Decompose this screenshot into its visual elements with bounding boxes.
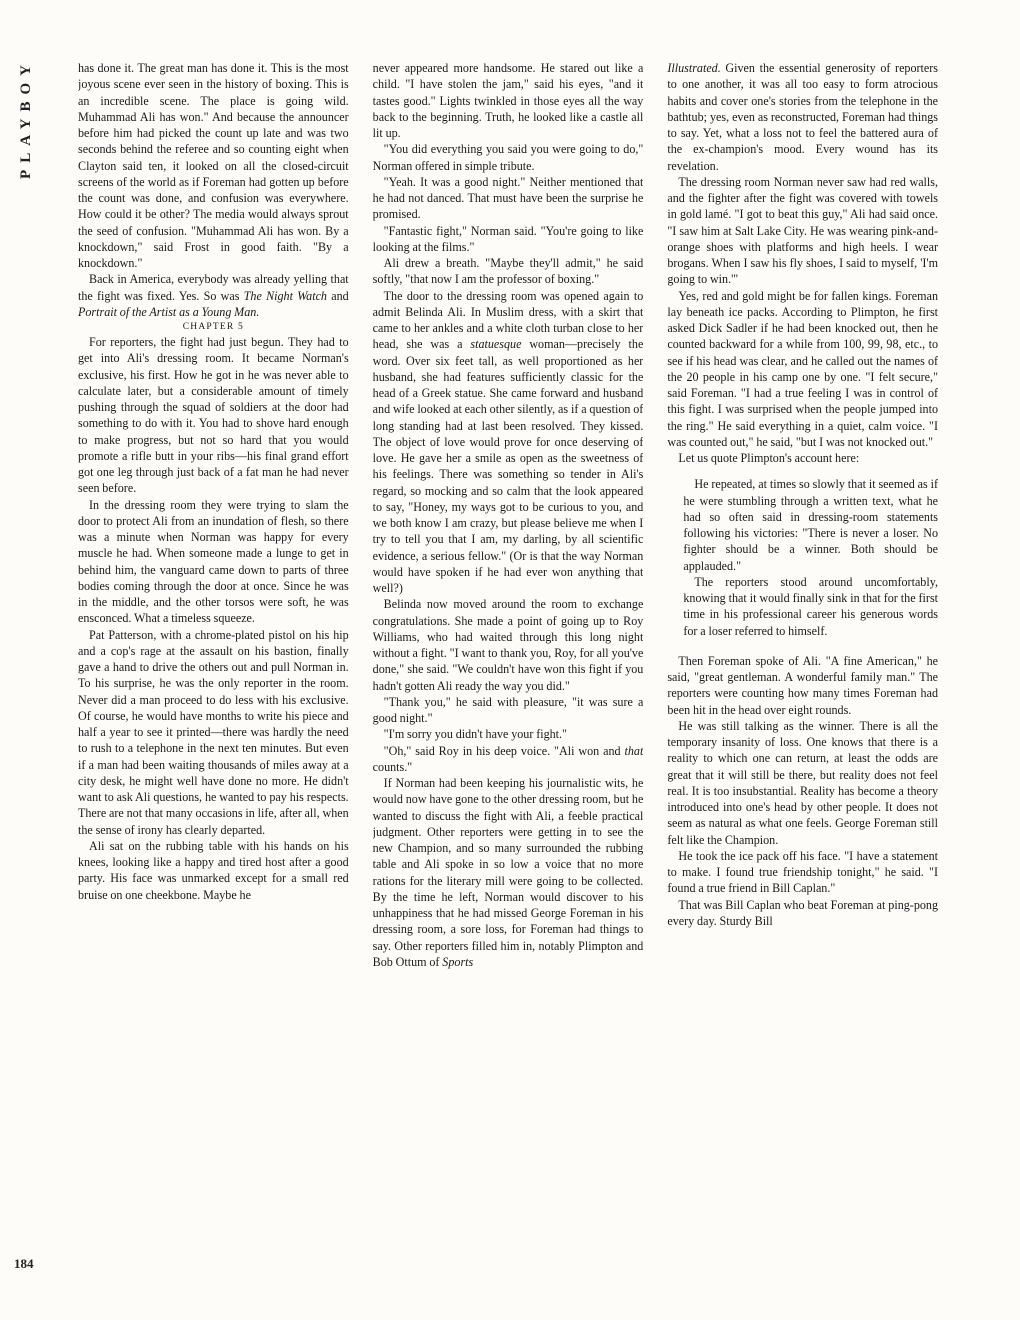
column-1 [78, 60, 349, 1300]
paragraph: For reporters, the fight had just begun. They had to get into Ali's dressing room. It became Norman's exclusive, his first. How he got in he was never able to calculate later, but a considerable amount of timely pushing through the squad of soldiers at the door had something to do with it. You had to shove hard enough to make progress, but not so hard that you would promote a rifle butt in your ribs—his final grand effort got one leg through just back of a fat man he had never seen before. [78, 335, 349, 496]
paragraph: The dressing room Norman never saw had red walls, and the fighter after the fight was covered with towels in gold lamé. "I got to beat this guy," Ali had said once. "I saw him at Salt Lake City. He was wearing pink-and-orange shoes with platforms and high heels. I wear brogans. When I saw his fly shoes, I said to myself, 'I'm going to win.'" [667, 174, 939, 287]
paragraph: Ali sat on the rubbing table with his hands on his knees, looking like a happy and tired host after a good party. His face was unmarked except for a small red bruise on one cheekbone. Maybe he [78, 838, 349, 902]
paragraph: Let us quote Plimpton's account here: [678, 451, 860, 465]
column-3 [667, 60, 938, 1300]
paragraph: Then Foreman spoke of Ali. "A fine American," he said, "great gentleman. A wonderful family man." The reporters were counting how many times Foreman had been hit in the head over eight rounds. [667, 653, 939, 717]
paragraph: never appeared more handsome. He stared out like a child. "I have stolen the jam," said his eyes, "and it tastes good." Lights twinkled in those eyes all the way back to the beginning. Truth, he looked like a castle all lit up. [372, 61, 644, 140]
paragraph: That was Bill Caplan who beat Foreman at ping-pong every day. Sturdy Bill [667, 897, 939, 928]
block-quote [683, 476, 938, 639]
paragraph: "Thank you," he said with pleasure, "it was sure a good night." [372, 694, 644, 725]
paragraph: Pat Patterson, with a chrome-plated pistol on his hip and a cop's rage at the assault on his bastion, finally gave a hand to drive the others out and pull Norman in. To his surprise, he was the only reporter in the room. Never did a man proceed to do less with his exclusive. Of course, he would have months to write his piece and half a year to see it printed—there was hardly the need to rush to a telephone in the next ten minutes. But even if a man had been waiting thousands of miles away at a city desk, he might well have done no more. He didn't want to ask Ali questions, he wanted to pay his respects. There are not that many occasions in life, after all, when the sense of irony has clearly departed. [78, 627, 349, 837]
paragraph: "Fantastic fight," Norman said. "You're going to like looking at the films." [372, 223, 644, 254]
paragraph: "You did everything you said you were going to do," Norman offered in simple tribute. [372, 142, 644, 173]
paragraph: "I'm sorry you didn't have your fight." [383, 727, 567, 742]
paragraph: Belinda now moved around the room to exchange congratulations. She made a point of going up to Roy Williams, who had waited through this long night without a fight. "I want to thank you, Roy, for all you've done," she said. "We couldn't have won this fight if you hadn't gotten Ali ready the way you did." [372, 597, 644, 693]
paragraph: has done it. The great man has done it. This is the most joyous scene ever seen in the history of boxing. This is an incredible scene. The place is going wild. Muhammad Ali has won." And because the announcer before him had picked the count up late and was two seconds behind the referee and so counting eight when Clayton said ten, it looked on all the closed-circuit screens of the world as if Foreman had gotten up before the count was done, and confusion was everywhere. How could it be other? The media would always sprout the seed of confusion. "Muhammad Ali has won. By a knockdown," said Frost in good faith. "By a knockdown." [78, 61, 349, 270]
column-2 [373, 60, 644, 1300]
paragraph: Back in America, everybody was already yelling that the fight was fixed. Yes. So was The Night Watch and Portrait of the Artist as a Young Man. [78, 272, 349, 319]
paragraph: Ali drew a breath. "Maybe they'll admit," he said softly, "that now I am the professor of boxing." [372, 256, 644, 287]
paragraph: Illustrated. Given the essential generosity of reporters to one another, it was all too easy to form atrocious habits and cover one's stories from the telephone in the bathtub; yes, even as reconstructed, Foreman had things to say. Yet, what a loss not to feel the battered aura of the ex-champion's mood. Every wound has its revelation. [667, 61, 939, 173]
paragraph: "Oh," said Roy in his deep voice. "Ali won and that counts." [372, 743, 644, 774]
quote-paragraph: The reporters stood around uncomfortably, knowing that it would finally sink in that for the first time in his professional career his generous words for a loser referred to himself. [683, 574, 939, 638]
quote-paragraph: He repeated, at times so slowly that it seemed as if he were stumbling through a written text, what he had so often said in dressing-room statements following his victories: "There is never a loser. No fighter should be a winner. Both should be applauded." [683, 477, 939, 573]
paragraph: Yes, red and gold might be for fallen kings. Foreman lay beneath ice packs. According to Plimpton, he first asked Dick Sadler if he had been knocked out, then he counted backward for a while from 100, 99, 98, etc., to see if his head was clear, and he called out the names of the 20 people in his camp one by one. "I felt secure," said Foreman. "I had a true feeling I was in control of this fight. I was surprised when the people jumped into the ring." He said everything in a quiet, calm voice. "I was counted out," he said, "but I was not knocked out." [667, 288, 939, 449]
paragraph: He was still talking as the winner. There is all the temporary insanity of loss. One knows that there is a reality to which one can return, at least the odds are great that it will still be there, but reality does not feel real. It is too insubstantial. Reality has become a theory introduced into one's head by other people. It does not seem as natural as what one feels. George Foreman still felt like the Champion. [667, 718, 939, 847]
chapter-heading: CHAPTER 5 [182, 322, 244, 332]
paragraph: "Yeah. It was a good night." Neither mentioned that he had not danced. That must have been the surprise he promised. [372, 174, 644, 222]
paragraph: He took the ice pack off his face. "I have a statement to make. I found true friendship tonight," he said. "I found a true friend in Bill Caplan." [667, 848, 939, 896]
article-body [78, 60, 938, 1300]
magazine-masthead: PLAYBOY [18, 58, 34, 179]
paragraph: The door to the dressing room was opened again to admit Belinda Ali. In Muslim dress, with a skirt that came to her ankles and a white cloth turban close to her head, she was a statuesque woman—precisely the word. Over six feet tall, as well proportioned as her husband, she had features sufficiently classic for the head of a Greek statue. She came forward and husband and wife looked at each other silently, as if a question of long standing had at last been resolved. They kissed. The object of love would prove for once deserving of love. He gave her a smile as open as the sweetness of his feelings. There was something so tender in Ali's regard, so mocking and so calm that the look appeared to say, "Honey, my ways got to be curious to you, and we both know I am crazy, but please believe me when I try to tell you that I am, my darling, by all scientific evidence, a serious fellow." (Or is that the way Norman would have spoken if he had ever won anything that well?) [372, 288, 644, 595]
page-number: 184 [14, 1256, 34, 1271]
paragraph: In the dressing room they were trying to slam the door to protect Ali from an inundation of flesh, so there was a minute when Norman was happy for every muscle he had. When someone made a lunge to get in behind him, the vanguard came down to parts of three bodies coming through the door at once. Since he was in the middle, and the other torsos were soft, he was ensconced. What a timeless squeeze. [78, 497, 349, 626]
paragraph: If Norman had been keeping his journalistic wits, he would now have gone to the other dressing room, but he wanted to discuss the fight with Ali, a feeble practical judgment. Other reporters were getting in to see the new Champion, and so many surrounded the rubbing table and Ali spoke in so low a voice that no more rations for the literary mill were going to be collected. By the time he left, Norman would discover to his unhappiness that he had missed George Foreman in his dressing room, a sore loss, for Foreman had things to say. Other reporters filled him in, notably Plimpton and Bob Ottum of Sports [372, 776, 644, 969]
